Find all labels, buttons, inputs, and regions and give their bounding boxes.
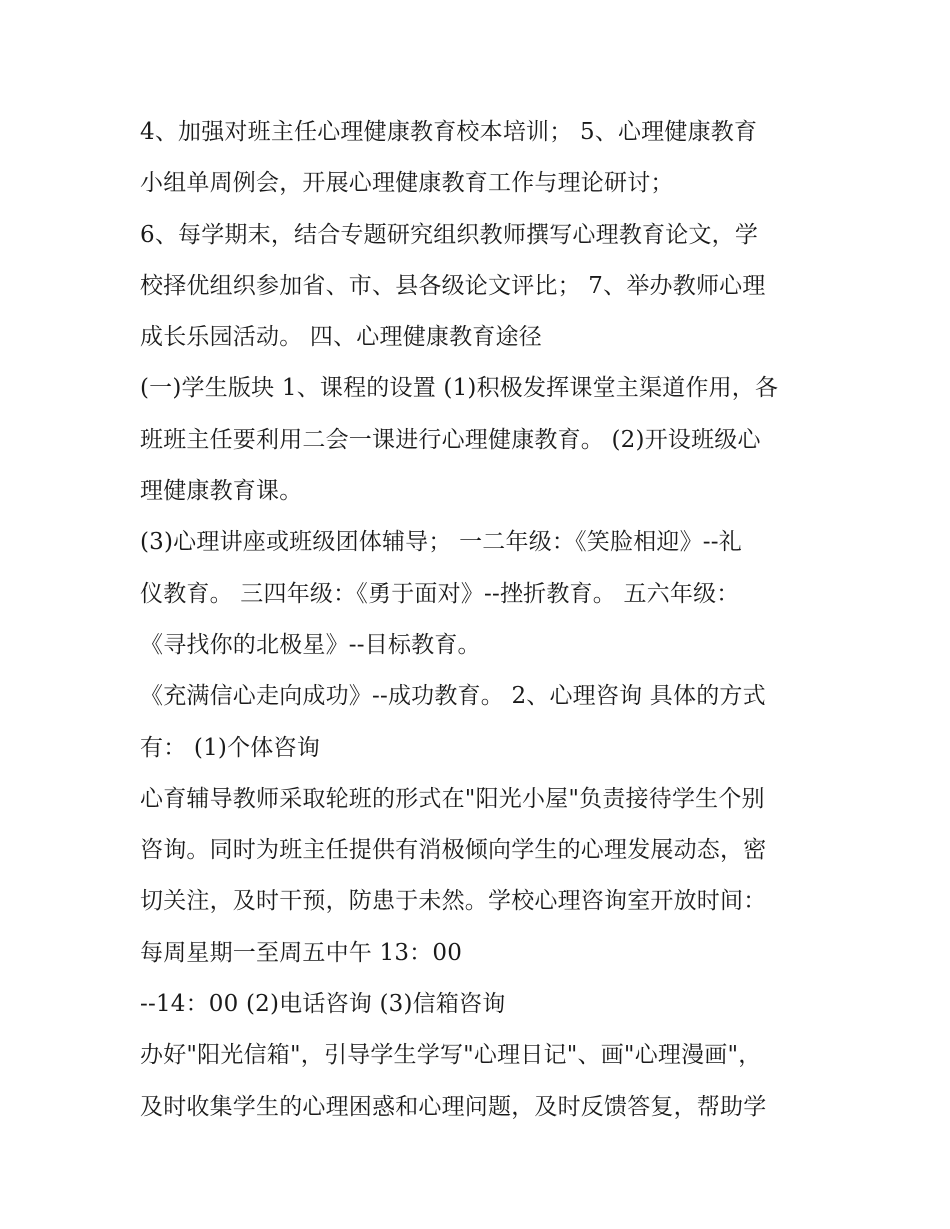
text-line: 《寻找你的北极星》--目标教育。 [140,631,481,658]
text-line: 仪教育。 三四年级：《勇于面对》--挫折教育。 五六年级： [140,580,740,607]
text-line: 办好"阳光信箱"，引导学生学写"心理日记"、画"心理漫画"， [140,1042,762,1069]
text-line: --14：00 (2)电话咨询 (3)信箱咨询 [140,991,506,1018]
text-line: 校择优组织参加省、市、县各级论文评比； 7、举办教师心理 [140,272,766,299]
text-line: 切关注，及时干预，防患于未然。学校心理咨询室开放时间： [140,888,767,915]
text-line: (3)心理讲座或班级团体辅导； 一二年级：《笑脸相迎》--礼 [140,529,742,556]
text-line: 每周星期一至周五中午 13：00 [140,939,463,966]
document-body [140,107,820,1133]
text-line: 4、加强对班主任心理健康教育校本培训； 5、心理健康教育 [140,119,758,145]
text-line: 《充满信心走向成功》--成功教育。 2、心理咨询 具体的方式 [140,683,766,710]
text-line: 有： (1)个体咨询 [140,734,320,761]
text-line: 小组单周例会，开展心理健康教育工作与理论研讨； [140,170,674,197]
text-line: 心育辅导教师采取轮班的形式在"阳光小屋"负责接待学生个别 [140,785,765,812]
text-line: 成长乐园活动。 四、心理健康教育途径 [140,324,542,351]
text-line: 及时收集学生的心理困惑和心理问题，及时反馈答复，帮助学 [140,1093,767,1120]
text-line: 6、每学期末，结合专题研究组织教师撰写心理教育论文，学 [140,221,759,248]
text-line: 班班主任要利用二会一课进行心理健康教育。 (2)开设班级心 [140,426,761,453]
text-line: (一)学生版块 1、课程的设置 (1)积极发挥课堂主渠道作用，各 [140,375,779,402]
text-line: 理健康教育课。 [140,478,303,505]
text-line: 咨询。同时为班主任提供有消极倾向学生的心理发展动态，密 [140,837,767,864]
